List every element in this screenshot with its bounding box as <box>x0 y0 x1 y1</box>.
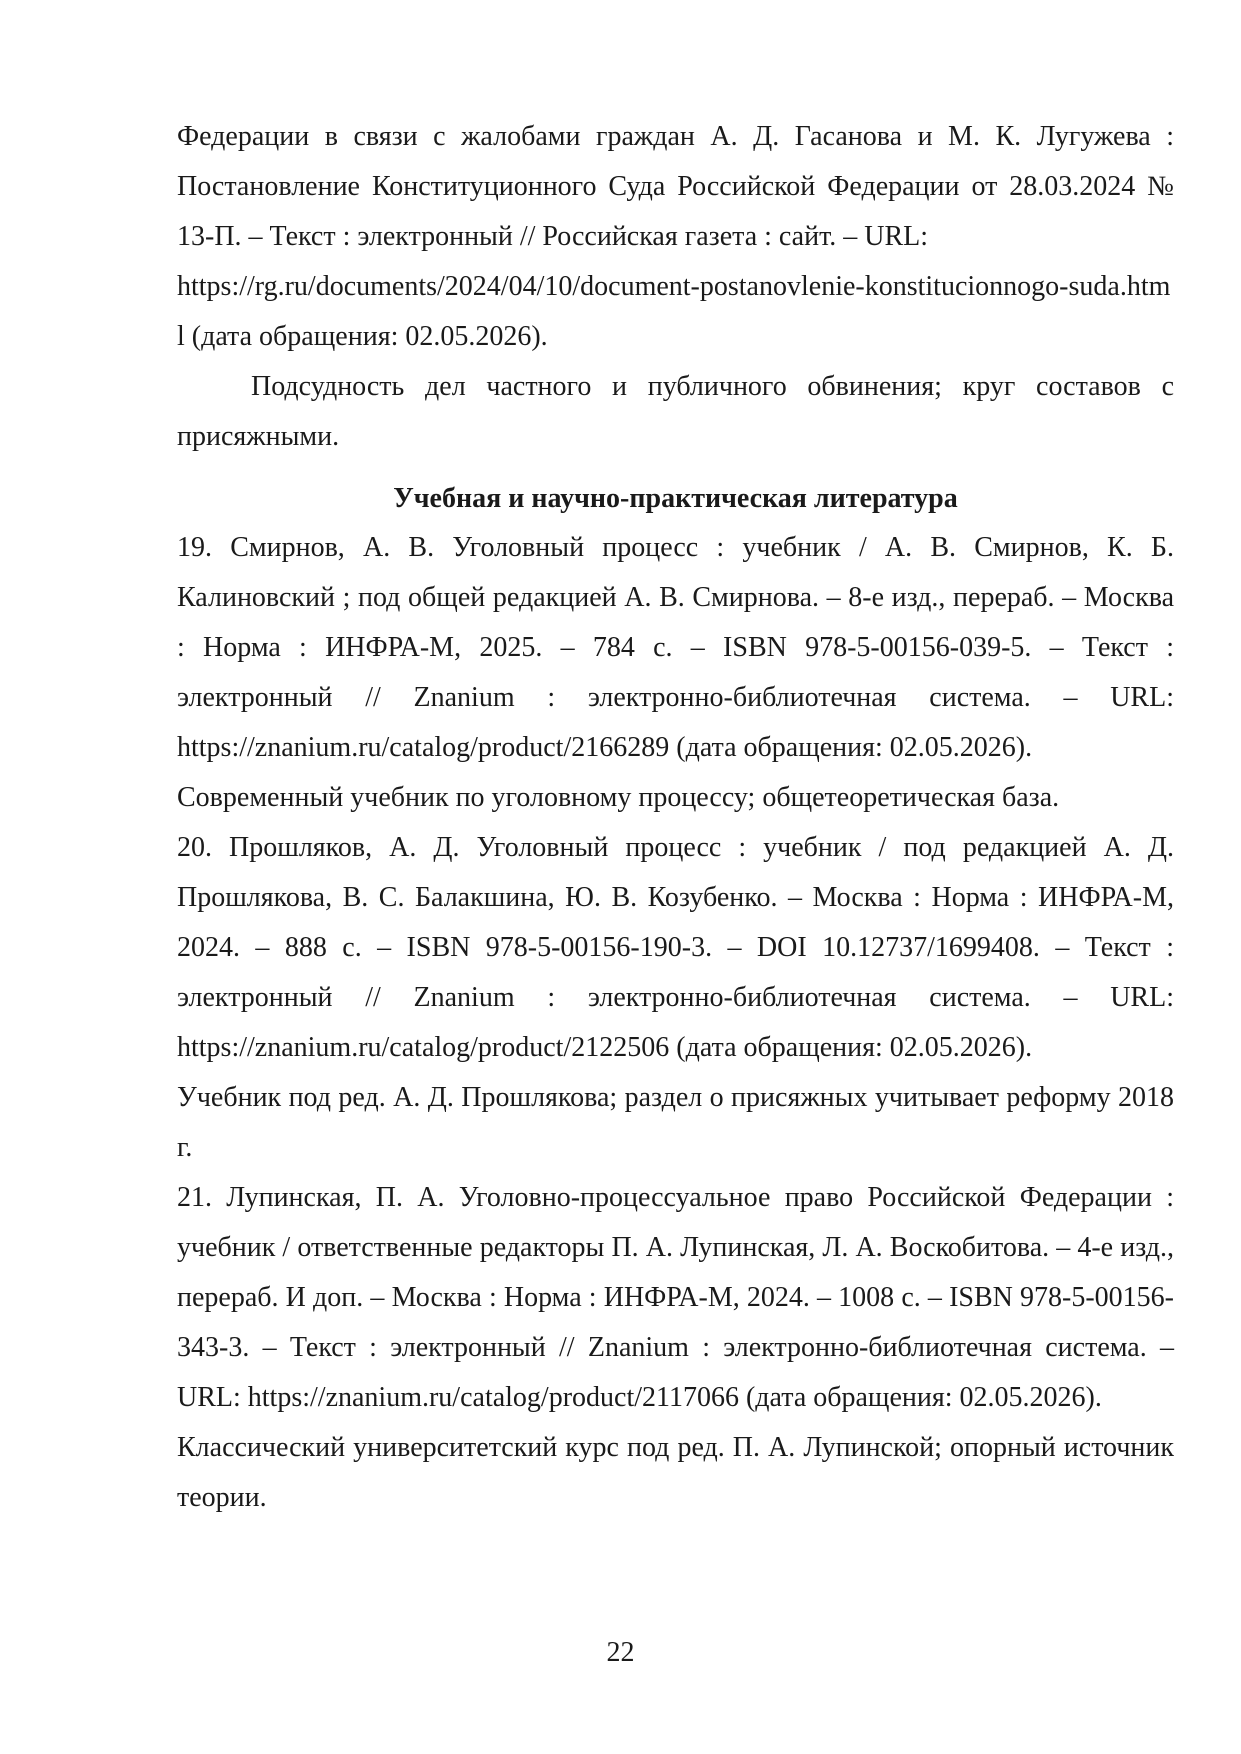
bibliography-note: Современный учебник по уголовному процессу; общетеоретическая база. <box>177 782 1060 813</box>
bibliography-entry: 20. Прошляков, А. Д. Уголовный процесс : учебник / под редакцией А. Д. Прошлякова, В. С. Балакшина, Ю. В. Козубенко. – Москва : Норма : ИНФРА-М, 2024. – 888 с. – ISBN 978-5-00156-190-3. – DOI 10.12737/1699408. – Текст : электронный // Znanium : электронно-библиотечная система. – URL: https://znanium.ru/catalog/product/2122506 (дата обращения: 02.05.2026). <box>177 832 1174 1063</box>
bibliography-note: Классический университетский курс под ред. П. А. Лупинской; опорный источник теории. <box>177 1432 1174 1513</box>
section-heading: Учебная и научно-практическая литература <box>393 483 958 514</box>
bibliography-entry: 19. Смирнов, А. В. Уголовный процесс : учебник / А. В. Смирнов, К. Б. Калиновский ; под общей редакцией А. В. Смирнова. – 8-е изд., перераб. – Москва : Норма : ИНФРА-М, 2025. – 784 с. – ISBN 978-5-00156-039-5. – Текст : электронный // Znanium : электронно-библиотечная система. – URL: https://znanium.ru/catalog/product/2166289 (дата обращения: 02.05.2026). <box>177 532 1174 763</box>
continued-entry-note: Подсудность дел частного и публичного обвинения; круг составов с присяжными. <box>177 371 1174 452</box>
continued-entry-url <box>177 262 1174 362</box>
page-number: 22 <box>606 1637 635 1668</box>
bibliography-entry: 21. Лупинская, П. А. Уголовно-процессуальное право Российской Федерации : учебник / ответственные редакторы П. А. Лупинская, Л. А. Воскобитова. – 4-е изд., перераб. И доп. – Москва : Норма : ИНФРА-М, 2024. – 1008 с. – ISBN 978-5-00156-343-3. – Текст : электронный // Znanium : электронно-библиотечная система. – URL: https://znanium.ru/catalog/product/2117066 (дата обращения: 02.05.2026). <box>177 1182 1174 1413</box>
page-content <box>177 112 1174 1523</box>
continued-entry-access-date: (дата обращения: 02.05.2026). <box>191 321 548 352</box>
bibliography-note: Учебник под ред. А. Д. Прошлякова; раздел о присяжных учитывает реформу 2018 г. <box>177 1082 1174 1163</box>
continued-entry-text: Федерации в связи с жалобами граждан А. Д. Гасанова и М. К. Лугужева : Постановление Конституционного Суда Российской Федерации от 28.03.2024 № 13-П. – Текст : электронный // Российская газета : сайт. – URL: <box>177 121 1174 252</box>
continued-entry-link[interactable]: https://rg.ru/documents/2024/04/10/document-postanovlenie-konstitucionnogo-suda.html <box>177 271 1171 352</box>
